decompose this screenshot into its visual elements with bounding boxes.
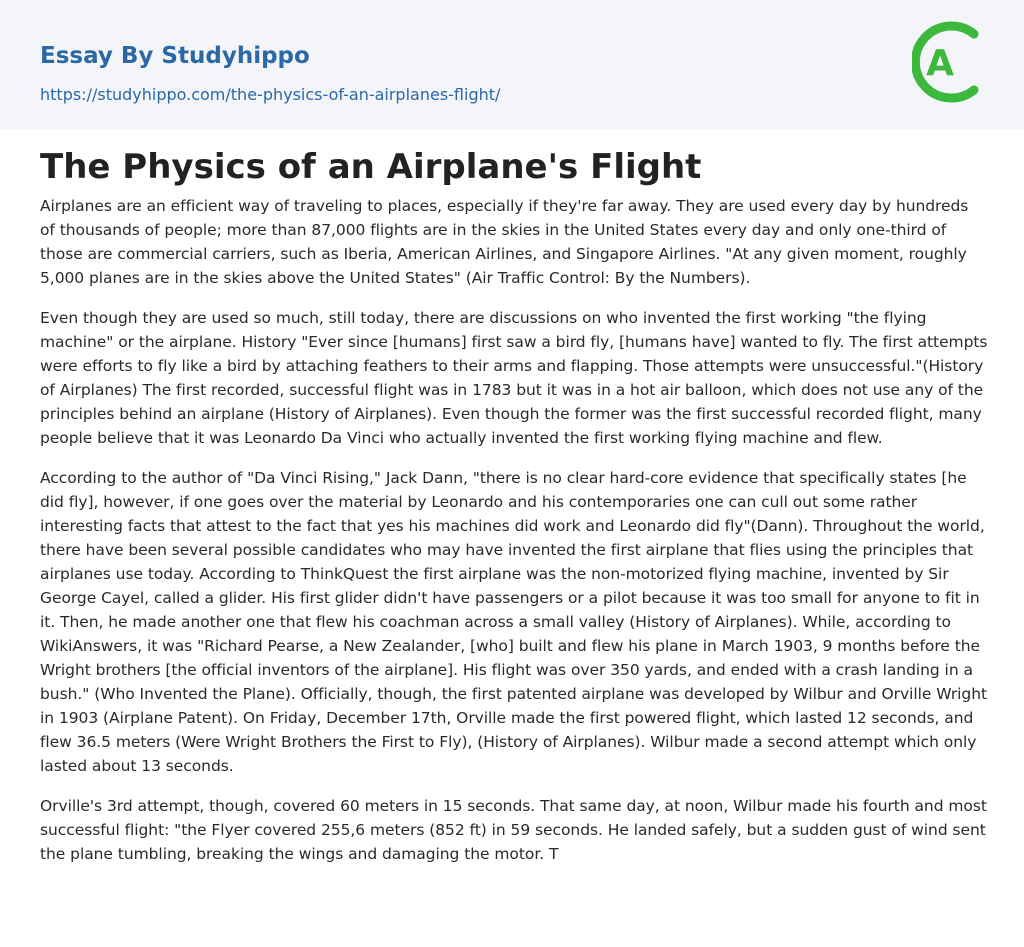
article-paragraph: Even though they are used so much, still today, there are discussions on who invented the first working "the flying machine" or the airplane. History "Ever since [humans] first saw a bird fly, [humans have] wanted to fly. The first attempts were efforts to fly like a bird by attaching feathers to their arms and flapping. Those attempts were unsuccessful."(History of Airplanes) The first recorded, successful flight was in 1783 but it was in a hot air balloon, which does not use any of the principles behind an airplane (History of Airplanes). Even though the former was the first successful recorded flight, many people believe that it was Leonardo Da Vinci who actually invented the first working flying machine and flew. [40,309,988,447]
article-paragraph: Orville's 3rd attempt, though, covered 60 meters in 15 seconds. That same day, at noon, Wilbur made his fourth and most successful flight: "the Flyer covered 255,6 meters (852 ft) in 59 seconds. He landed safely, but a sudden gust of wind sent the plane tumbling, breaking the wings and damaging the motor. T [40,797,987,863]
site-header [0,0,1024,129]
article-paragraph: According to the author of "Da Vinci Rising," Jack Dann, "there is no clear hard-core evidence that specifically states [he did fly], however, if one goes over the material by Leonardo and his contemporaries one can cull out some rather interesting facts that attest to the fact that yes his machines did work and Leonardo did fly"(Dann). Throughout the world, there have been several possible candidates who may have invented the first airplane that flies using the principles that airplanes use today. According to ThinkQuest the first airplane was the non-motorized flying machine, invented by Sir George Cayel, called a glider. His first glider didn't have passengers or a pilot because it was too small for anyone to fit in it. Then, he made another one that flew his coachman across a small valley (History of Airplanes). While, according to WikiAnswers, it was "Richard Pearse, a New Zealander, [who] built and flew his plane in March 1903, 9 months before the Wright brothers [the official inventors of the airplane]. His flight was over 350 yards, and ended with a crash landing in a bush." (Who Invented the Plane). Officially, though, the first patented airplane was developed by Wilbur and Orville Wright in 1903 (Airplane Patent). On Friday, December 17th, Orville made the first powered flight, which lasted 12 seconds, and flew 36.5 meters (Were Wright Brothers the First to Fly), (History of Airplanes). Wilbur made a second attempt which only lasted about 13 seconds. [40,469,987,775]
studyhippo-logo-icon[interactable] [912,19,986,105]
site-brand[interactable]: Essay By Studyhippo [40,43,310,69]
logo-letter: A [926,43,954,84]
page-url-link[interactable]: https://studyhippo.com/the-physics-of-an-airplanes-flight/ [40,85,501,104]
article-title: The Physics of an Airplane's Flight [40,147,702,187]
article-body [40,194,988,882]
article-paragraph: Airplanes are an efficient way of traveling to places, especially if they're far away. They are used every day by hundreds of thousands of people; more than 87,000 flights are in the skies in the United States every day and only one-third of those are commercial carriers, such as Iberia, American Airlines, and Singapore Airlines. "At any given moment, roughly 5,000 planes are in the skies above the United States" (Air Traffic Control: By the Numbers). [40,197,969,287]
